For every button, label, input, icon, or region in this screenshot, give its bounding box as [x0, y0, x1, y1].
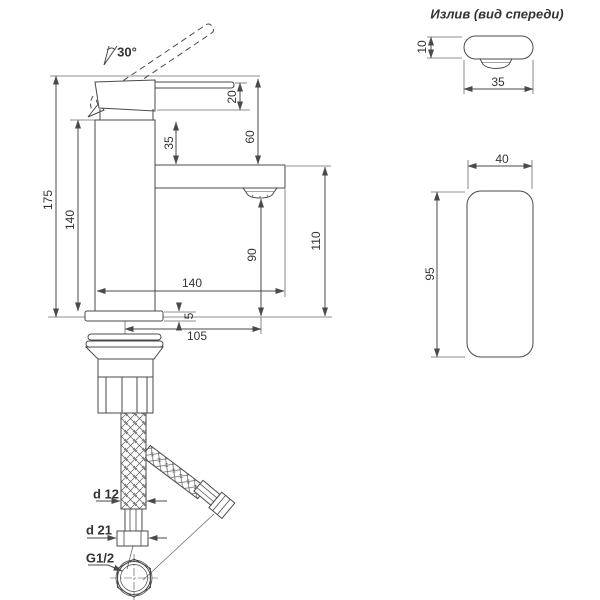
callout-thread-size: G1/2 — [85, 550, 115, 566]
body-front-view — [431, 160, 533, 357]
handle-lever — [88, 80, 234, 117]
spout-view-title: Излив (вид спереди) — [430, 6, 564, 22]
callout-hose-diameter: d 12 — [92, 486, 120, 502]
dim-column-height: 140 — [63, 209, 77, 231]
callout-nut-diameter: d 21 — [85, 522, 113, 538]
mounting-nut — [86, 334, 163, 413]
dim-base-thickness: 5 — [182, 312, 196, 320]
dim-aerator-to-deck: 90 — [245, 248, 259, 262]
supply-hose-straight — [121, 413, 146, 509]
dim-front-width: 40 — [495, 152, 509, 166]
dim-spout-width: 35 — [491, 75, 505, 89]
spout-front-view — [427, 36, 533, 94]
faucet-side-view — [48, 22, 332, 600]
dim-reach: 140 — [181, 276, 203, 290]
thread-bottom-view — [110, 554, 158, 600]
dim-spout-offset: 105 — [186, 329, 208, 343]
dim-handle-angle: 30° — [117, 44, 137, 60]
dim-front-height: 95 — [423, 267, 437, 281]
dim-total-height: 175 — [41, 189, 55, 211]
dim-spout-to-deck: 110 — [309, 231, 323, 251]
base-plate — [85, 311, 163, 321]
dim-handle-height: 20 — [225, 90, 239, 104]
aerator — [243, 188, 277, 198]
spout — [155, 165, 285, 188]
angle-symbol — [104, 46, 117, 65]
connection-nut — [117, 509, 148, 546]
dim-neck-to-spout: 35 — [162, 136, 176, 150]
dim-top-to-spout: 60 — [243, 130, 257, 144]
faucet-body — [95, 120, 155, 311]
dim-spout-height: 10 — [415, 40, 429, 54]
